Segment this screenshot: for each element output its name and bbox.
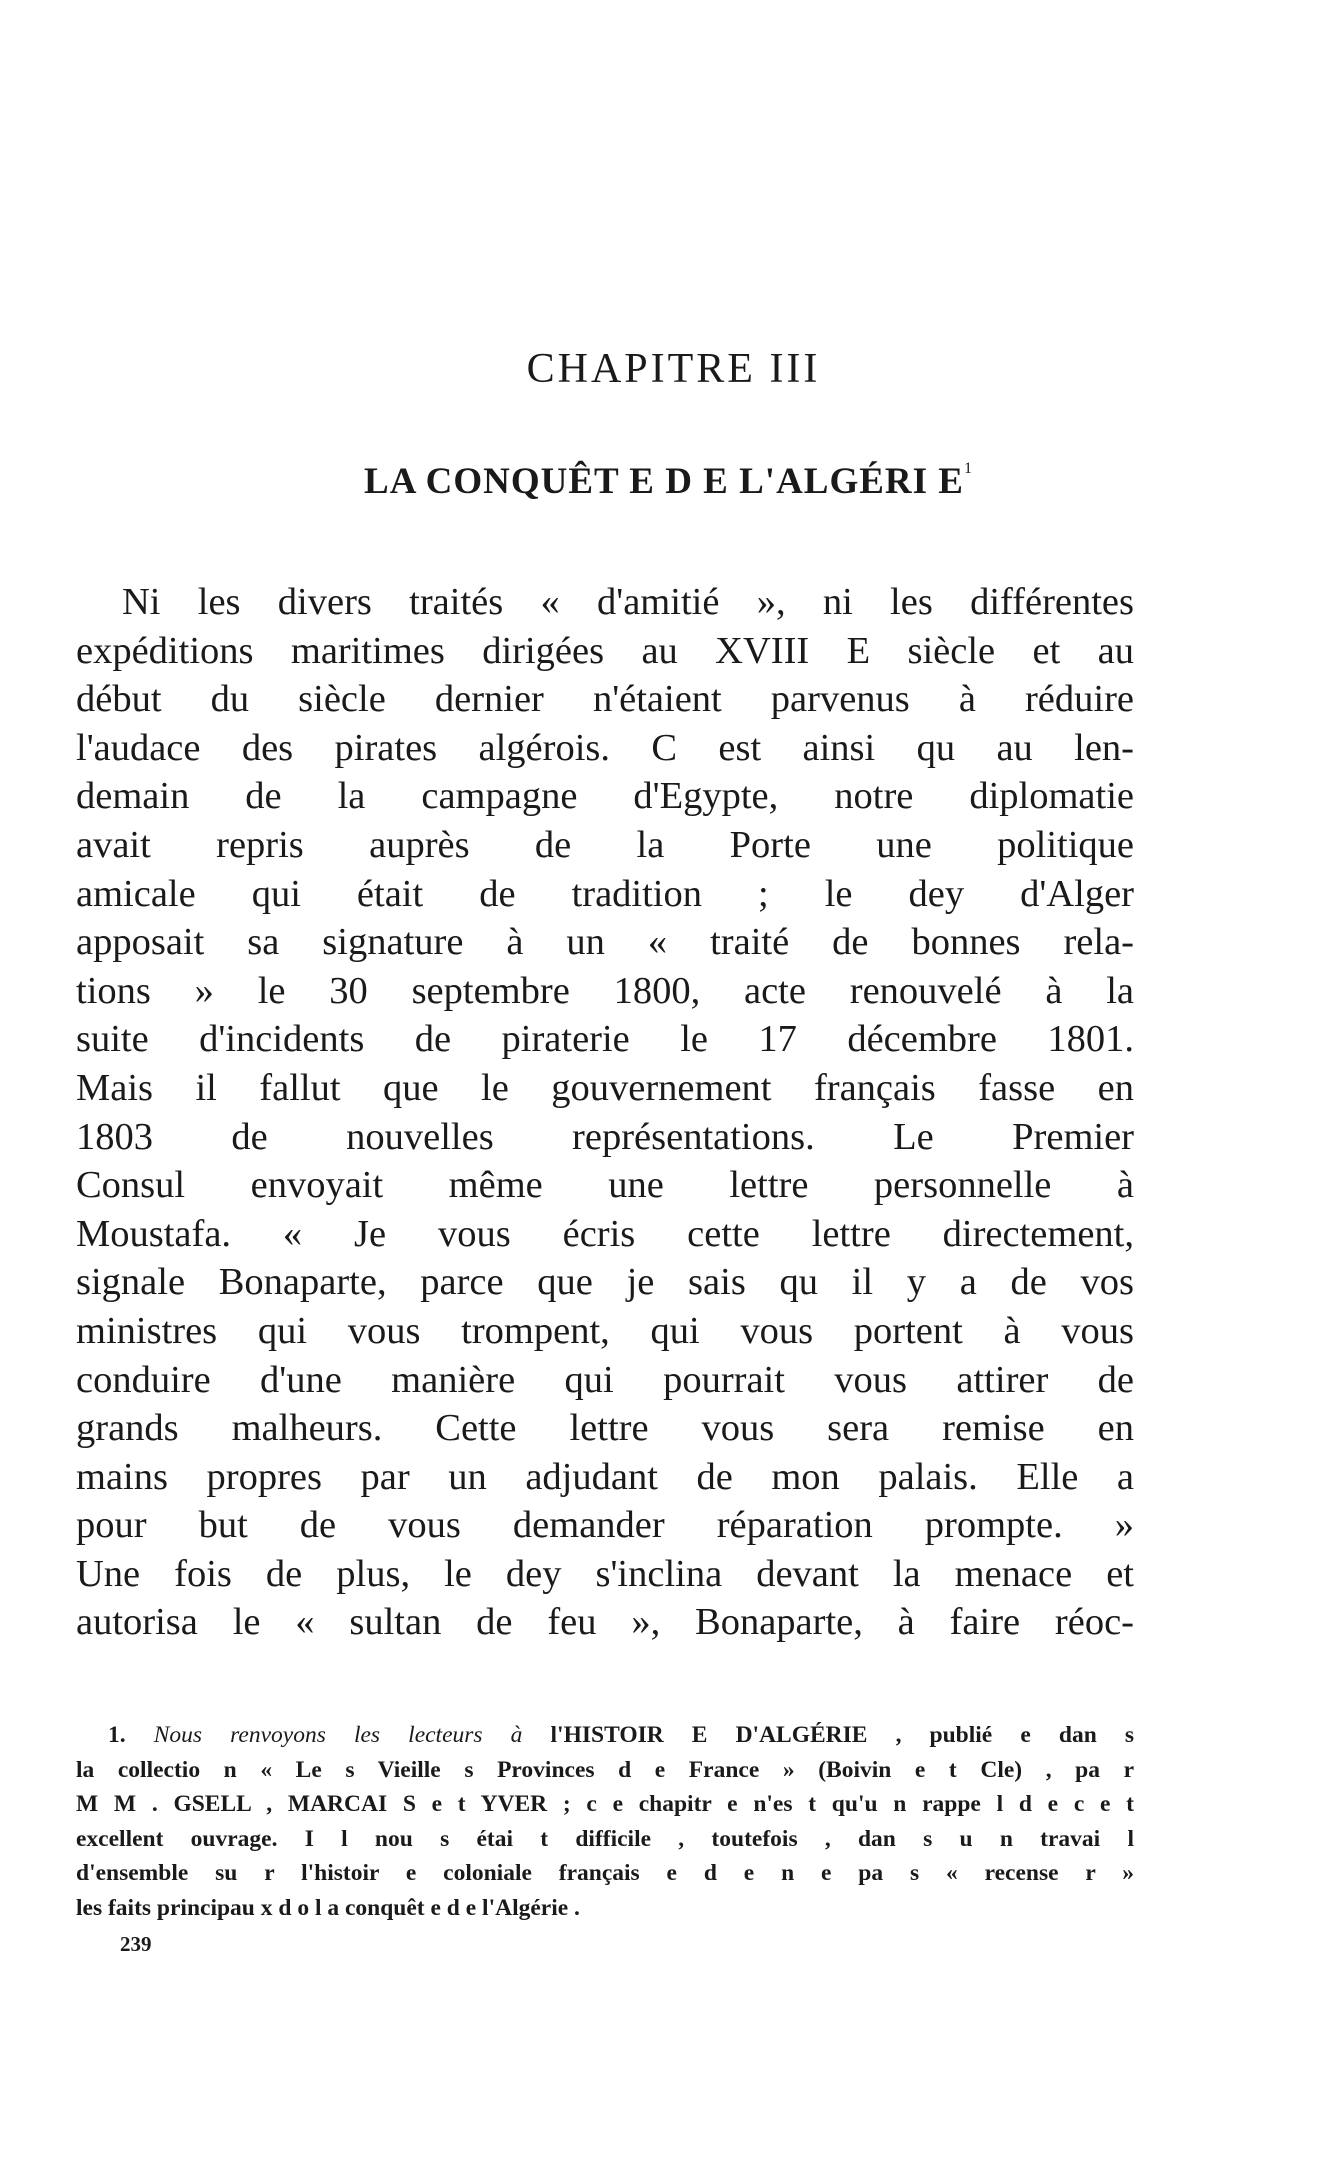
footnote (76, 1718, 1134, 1925)
footnote-number: 1. (108, 1722, 126, 1748)
body-line: suite d'incidents de piraterie le 17 décembre 1801. (76, 1018, 1134, 1061)
body-line: tions » le 30 septembre 1800, acte renouvelé à la (76, 969, 1134, 1012)
footnote-line (76, 1718, 1134, 1753)
body-line: signale Bonaparte, parce que je sais qu il y a de vos (76, 1261, 1134, 1304)
footnote-italic-lead: Nous renvoyons les lecteurs à (153, 1722, 523, 1748)
footnote-line-rest: l'HISTOIR E D'ALGÉRIE , publié e dan s (550, 1722, 1135, 1748)
body-line: demain de la campagne d'Egypte, notre diplomatie (76, 775, 1134, 818)
body-line: conduire d'une manière qui pourrait vous attirer de (76, 1358, 1134, 1401)
body-line: Consul envoyait même une lettre personnelle à (76, 1164, 1134, 1207)
body-line: 1803 de nouvelles représentations. Le Premier (76, 1115, 1134, 1158)
body-line: mains propres par un adjudant de mon palais. Elle a (76, 1455, 1134, 1498)
body-line: grands malheurs. Cette lettre vous sera remise en (76, 1407, 1134, 1450)
chapter-title-text: LA CONQUÊT E D E L'ALGÉRI E (364, 461, 964, 502)
footnote-line: d'ensemble su r l'histoir e coloniale français e d e n e pa s « recense r » (76, 1860, 1134, 1886)
body-line: Moustafa. « Je vous écris cette lettre directement, (76, 1212, 1134, 1255)
body-line: Une fois de plus, le dey s'inclina devant la menace et (76, 1552, 1134, 1595)
body-paragraph (76, 578, 1134, 1647)
footnote-line: la collectio n « Le s Vieille s Provinces d e France » (Boivin e t Cle) , pa r (76, 1756, 1134, 1783)
page-number: 239 (120, 1932, 152, 1956)
body-line: ministres qui vous trompent, qui vous portent à vous (76, 1309, 1134, 1352)
body-line: Mais il fallut que le gouvernement français fasse en (76, 1066, 1134, 1109)
chapter-title (0, 460, 1337, 503)
body-line: avait repris auprès de la Porte une politique (76, 823, 1134, 866)
body-line: l'audace des pirates algérois. C est ainsi qu au len- (76, 726, 1134, 769)
footnote-line: les faits principau x d o l a conquêt e d e l'Algérie . (76, 1894, 580, 1921)
body-line: apposait sa signature à un « traité de bonnes rela- (76, 921, 1134, 964)
body-line: pour but de vous demander réparation prompte. » (76, 1504, 1134, 1547)
footnote-line: M M . GSELL , MARCAI S e t YVER ; c e chapitr e n'es t qu'u n rappe l d e c e t (76, 1791, 1134, 1817)
body-line: expéditions maritimes dirigées au XVIII E siècle et au (76, 629, 1134, 672)
body-line: Ni les divers traités « d'amitié », ni les différentes (122, 581, 1134, 623)
chapter-heading: CHAPITRE III (526, 346, 821, 392)
body-line: autorisa le « sultan de feu », Bonaparte, à faire réoc- (76, 1601, 1134, 1644)
footnote-reference[interactable]: 1 (963, 460, 973, 477)
footnote-line: excellent ouvrage. I l nou s étai t difficile , toutefois , dan s u n travai l (76, 1825, 1134, 1852)
body-line: début du siècle dernier n'étaient parvenus à réduire (76, 678, 1134, 721)
body-line: amicale qui était de tradition ; le dey d'Alger (76, 872, 1134, 915)
